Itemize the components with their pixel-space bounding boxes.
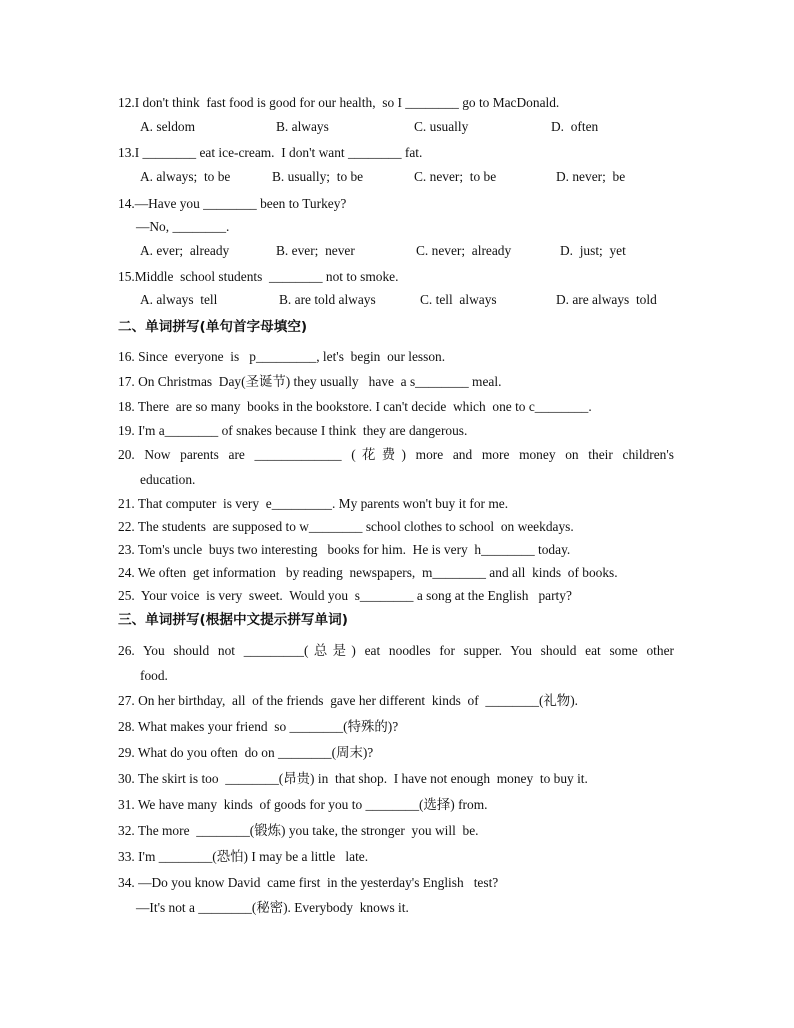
- q14-option-d: D. just; yet: [560, 243, 626, 258]
- item-31: 31. We have many kinds of goods for you to ________(选择) from.: [118, 797, 488, 812]
- question-13-stem: 13.I ________ eat ice-cream. I don't want ________ fat.: [118, 145, 423, 160]
- section-3-heading: 三、单词拼写(根据中文提示拼写单词): [118, 612, 348, 628]
- question-14-stem: 14.—Have you ________ been to Turkey?: [118, 196, 347, 211]
- item-17: 17. On Christmas Day(圣诞节) they usually have a s________ meal.: [118, 374, 502, 389]
- item-34-reply: —It's not a ________(秘密). Everybody knows it.: [136, 900, 409, 915]
- item-24: 24. We often get information by reading newspapers, m________ and all kinds of books.: [118, 565, 618, 580]
- item-20: 20. Now parents are _____________ (花费) more and more money on their children's: [118, 447, 674, 462]
- item-29: 29. What do you often do on ________(周末)?: [118, 745, 374, 760]
- q12-option-a: A. seldom: [140, 119, 196, 134]
- q12-option-b: B. always: [276, 119, 329, 134]
- q14-option-a: A. ever; already: [140, 243, 230, 258]
- q13-option-b: B. usually; to be: [272, 169, 364, 184]
- item-33: 33. I'm ________(恐怕) I may be a little late.: [118, 849, 369, 864]
- section-2-heading: 二、单词拼写(单句首字母填空): [118, 319, 308, 335]
- question-14-reply: —No, ________.: [136, 219, 230, 234]
- item-23: 23. Tom's uncle buys two interesting books for him. He is very h________ today.: [118, 542, 571, 557]
- item-18: 18. There are so many books in the bookstore. I can't decide which one to c________.: [118, 399, 592, 414]
- question-12-stem: 12.I don't think fast food is good for our health, so I ________ go to MacDonald.: [118, 95, 560, 110]
- item-26: 26. You should not _________(总是) eat noodles for supper. You should eat some other: [118, 643, 674, 658]
- item-16: 16. Since everyone is p_________, let's begin our lesson.: [118, 349, 446, 364]
- q13-option-c: C. never; to be: [414, 169, 497, 184]
- question-15-stem: 15.Middle school students ________ not to smoke.: [118, 269, 399, 284]
- item-19: 19. I'm a________ of snakes because I think they are dangerous.: [118, 423, 468, 438]
- q12-option-c: C. usually: [414, 119, 469, 134]
- q13-option-a: A. always; to be: [140, 169, 231, 184]
- item-27: 27. On her birthday, all of the friends gave her different kinds of ________(礼物).: [118, 693, 579, 708]
- q15-option-d: D. are always told: [556, 292, 657, 307]
- item-22: 22. The students are supposed to w________ school clothes to school on weekdays.: [118, 519, 574, 534]
- q12-option-d: D. often: [551, 119, 599, 134]
- q15-option-b: B. are told always: [279, 292, 376, 307]
- item-30: 30. The skirt is too ________(昂贵) in that shop. I have not enough money to buy it.: [118, 771, 588, 786]
- item-25: 25. Your voice is very sweet. Would you s________ a song at the English party?: [118, 588, 572, 603]
- q14-option-b: B. ever; never: [276, 243, 355, 258]
- item-26-continued: food.: [140, 668, 168, 683]
- item-21: 21. That computer is very e_________. My parents won't buy it for me.: [118, 496, 509, 511]
- q13-option-d: D. never; be: [556, 169, 626, 184]
- item-32: 32. The more ________(锻炼) you take, the stronger you will be.: [118, 823, 479, 838]
- item-28: 28. What makes your friend so ________(特殊的)?: [118, 719, 399, 734]
- q15-option-a: A. always tell: [140, 292, 218, 307]
- q14-option-c: C. never; already: [416, 243, 512, 258]
- q15-option-c: C. tell always: [420, 292, 497, 307]
- item-34: 34. —Do you know David came first in the yesterday's English test?: [118, 875, 499, 890]
- item-20-continued: education.: [140, 472, 196, 487]
